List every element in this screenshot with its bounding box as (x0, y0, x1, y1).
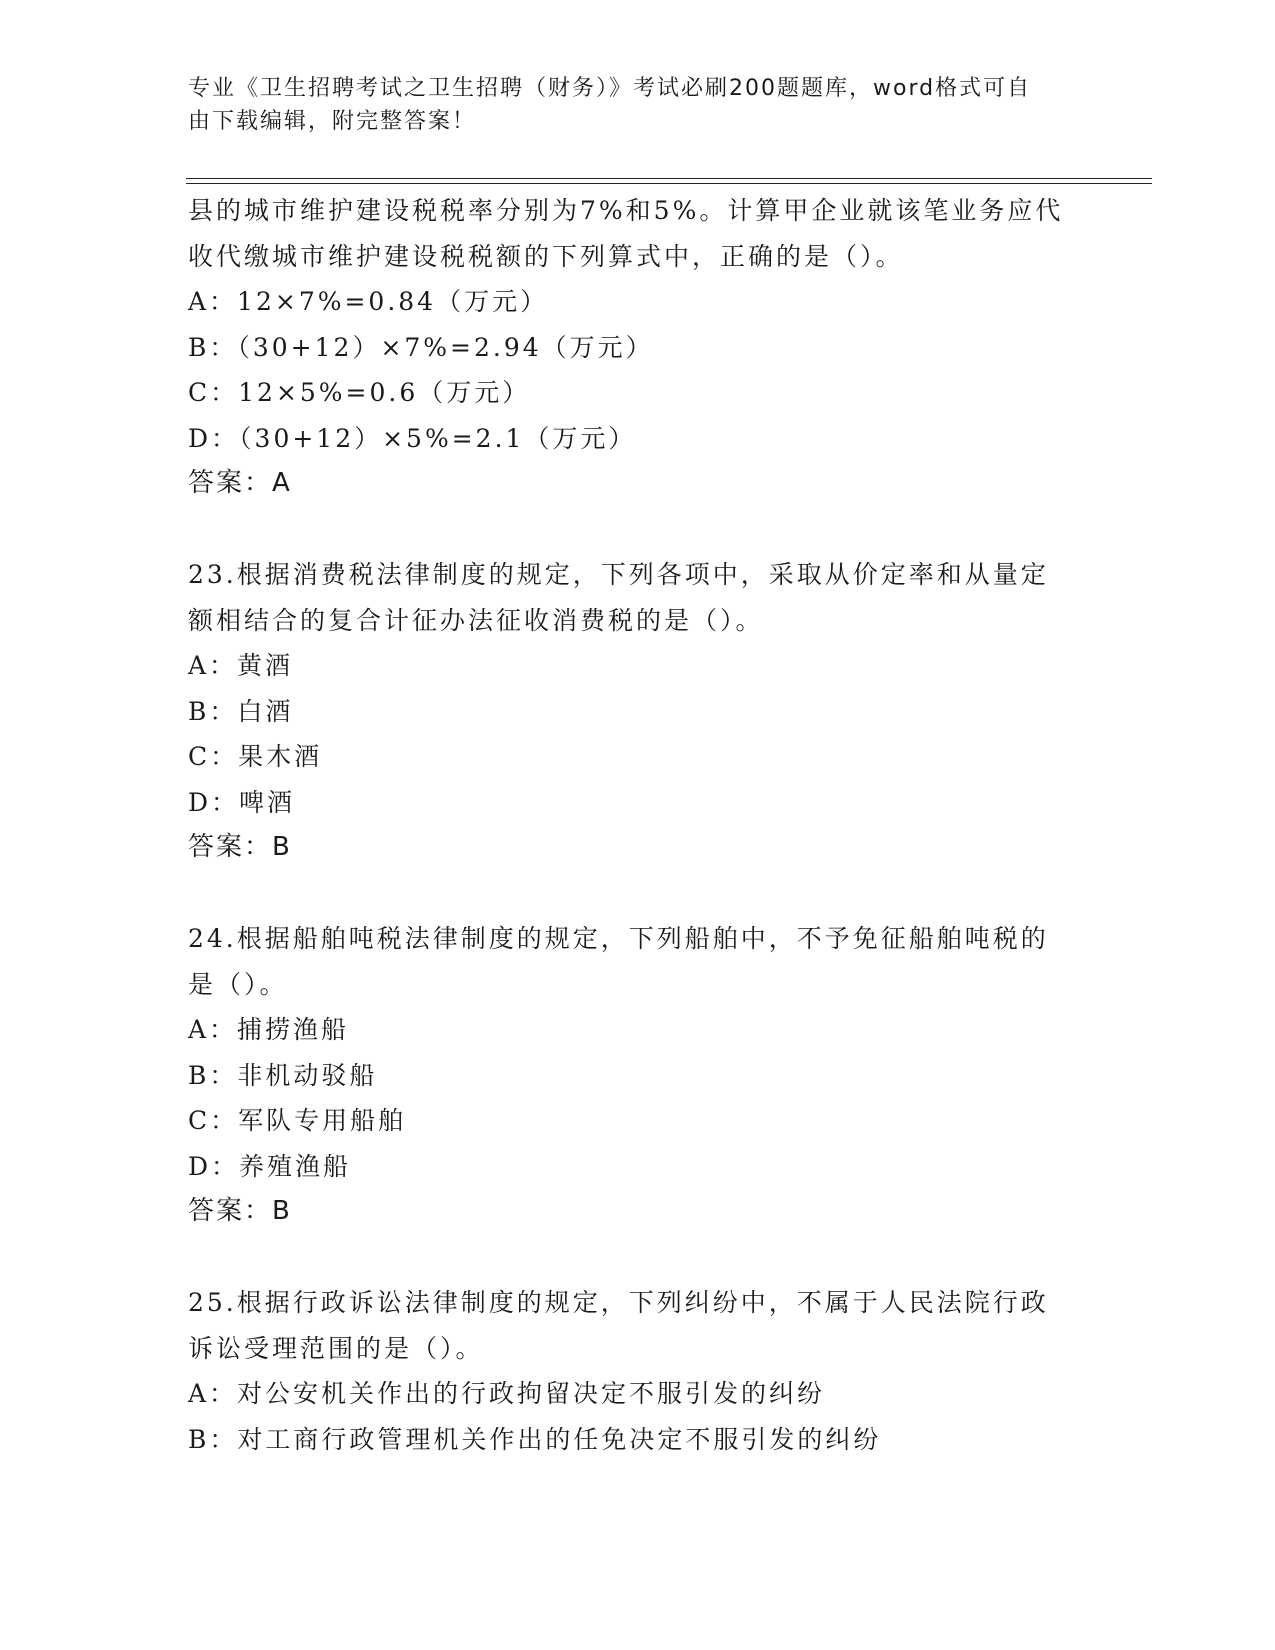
question-stem-line: 25.根据行政诉讼法律制度的规定，下列纠纷中，不属于人民法院行政 (188, 1288, 1049, 1317)
question-stem-line: 是（）。 (188, 969, 288, 999)
question-stem-line: 收代缴城市维护建设税税额的下列算式中，正确的是（）。 (188, 241, 904, 271)
question-stem-line: 24.根据船舶吨税法律制度的规定，下列船舶中，不予免征船舶吨税的 (188, 924, 1049, 953)
option-a: A：黄酒 (188, 651, 294, 680)
question-24 (188, 916, 1088, 1235)
option-d: D：（30+12）×5%=2.1（万元） (188, 423, 637, 453)
answer-line: 答案：B (188, 832, 292, 862)
question-25 (188, 1280, 1088, 1462)
option-b: B：对工商行政管理机关作出的任免决定不服引发的纠纷 (188, 1424, 882, 1454)
option-d: D：养殖渔船 (188, 1151, 352, 1181)
document-header (188, 72, 1068, 138)
question-stem-line: 额相结合的复合计征办法征收消费税的是（）。 (188, 605, 764, 635)
option-b: B：非机动驳船 (188, 1060, 378, 1090)
document-body (188, 188, 1088, 1462)
option-a: A：捕捞渔船 (188, 1015, 350, 1044)
answer-line: 答案：B (188, 1196, 292, 1226)
option-a: A：对公安机关作出的行政拘留决定不服引发的纠纷 (188, 1379, 826, 1408)
option-b: B：（30+12）×7%=2.94（万元） (188, 332, 654, 362)
option-c: C：12×5%=0.6（万元） (188, 378, 531, 407)
header-divider-bottom (186, 183, 1152, 184)
question-23 (188, 552, 1088, 871)
question-stem-line: 诉讼受理范围的是（）。 (188, 1333, 484, 1363)
option-a: A：12×7%=0.84（万元） (188, 287, 549, 316)
answer-line: 答案：A (188, 468, 292, 498)
option-d: D：啤酒 (188, 787, 296, 817)
option-c: C：果木酒 (188, 742, 323, 771)
header-line-2: 由下载编辑，附完整答案！ (188, 109, 477, 134)
question-stem-line: 县的城市维护建设税税率分别为7%和5%。计算甲企业就该笔业务应代 (188, 196, 1064, 225)
option-c: C：军队专用船舶 (188, 1106, 407, 1135)
option-b: B：白酒 (188, 696, 294, 726)
question-stem-line: 23.根据消费税法律制度的规定，下列各项中，采取从价定率和从量定 (188, 560, 1049, 589)
header-divider-top (186, 178, 1152, 179)
question-continuation (188, 188, 1088, 507)
header-line-1: 专业《卫生招聘考试之卫生招聘（财务）》考试必刷200题题库，word格式可自 (188, 76, 1032, 101)
